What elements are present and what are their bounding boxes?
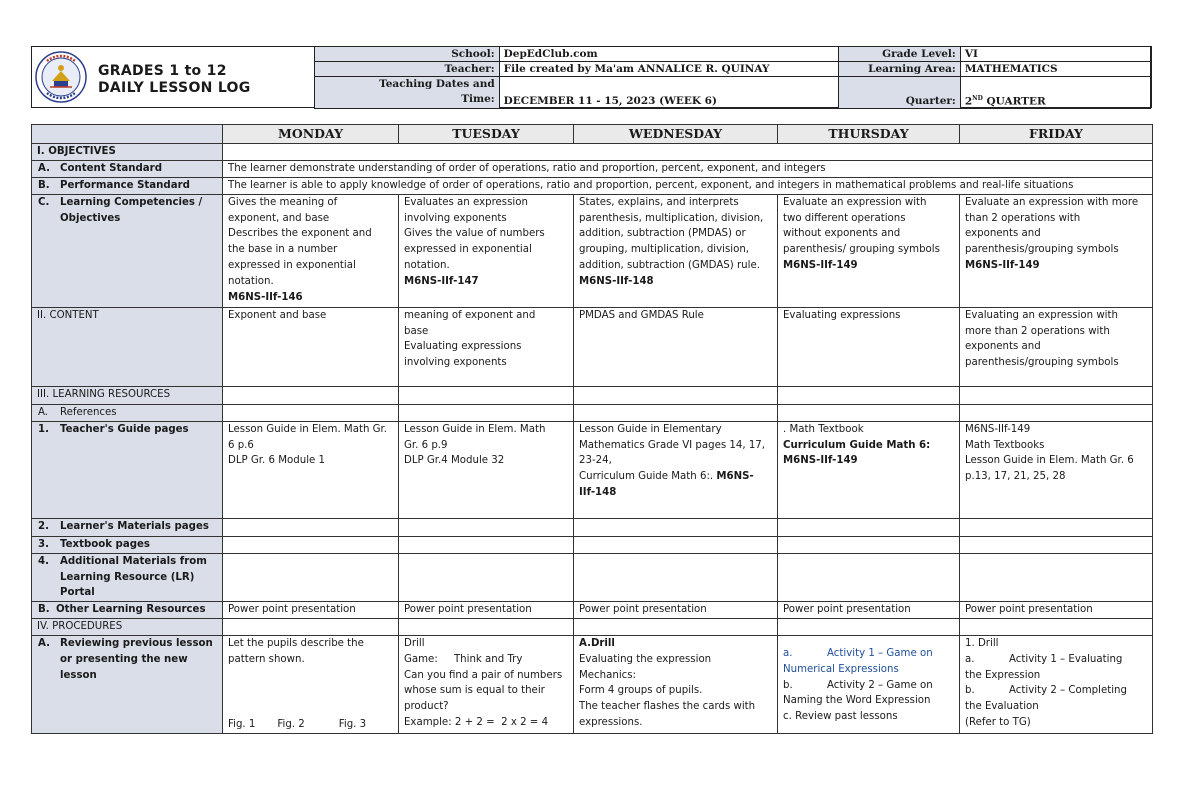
list-marker: b. [783, 679, 793, 691]
cell-line: exponents and [965, 341, 1041, 353]
content-heading: II. CONTENT [32, 307, 223, 386]
content-tuesday [399, 307, 574, 386]
cell-line: pattern shown. [228, 653, 305, 665]
resources-heading: III. LEARNING RESOURCES [32, 386, 223, 404]
competency-code: M6NS-IIf-149 [965, 259, 1040, 271]
cell-line: Math Textbooks [965, 439, 1045, 451]
day-header-row [32, 125, 1153, 144]
additional-materials-num: 4. [38, 555, 49, 567]
procedures-heading: IV. PROCEDURES [32, 618, 223, 635]
blank-cell [223, 518, 399, 536]
other-resources-text: Other Learning Resources [56, 604, 206, 616]
competencies-thursday [778, 194, 960, 307]
competency-code: M6NS-IIf-149 [783, 455, 858, 467]
day-tuesday: TUESDAY [399, 125, 574, 144]
cell-line: product? [404, 701, 449, 713]
page-title [98, 63, 251, 97]
friday-activity-b [965, 683, 1148, 699]
blank-cell [960, 536, 1153, 553]
cell-line: Activity 1 – Evaluating [1009, 653, 1123, 665]
cell-line: addition, subtraction (GMDAS) rule. [579, 259, 760, 271]
thursday-activity-b [783, 678, 955, 694]
blank-cell [778, 553, 960, 601]
cell-line: Activity 2 – Completing [1009, 685, 1127, 697]
grade-label: Grade Level: [839, 47, 960, 62]
competency-code: M6NS-IIf-147 [404, 275, 479, 287]
cell-line: notation. [228, 275, 274, 287]
blank-cell [223, 404, 399, 421]
figure-label: Fig. 1 [228, 718, 256, 730]
figure-labels [228, 717, 388, 733]
list-marker: a. [965, 653, 975, 665]
cell-line: Evaluating an expression with [965, 309, 1118, 321]
cell-line: whose sum is equal to their [404, 685, 545, 697]
additional-materials-2: Learning Resource (LR) [60, 571, 195, 583]
tg-monday [223, 421, 399, 518]
teachers-guide-num: 1. [38, 423, 49, 435]
cell-line: involving exponents [404, 212, 507, 224]
figure-label: Fig. 2 [277, 718, 305, 730]
cell-line: Gives the meaning of [228, 196, 338, 208]
blank-cell [223, 386, 399, 404]
cell-line: notation. [404, 259, 450, 271]
other-resources-wednesday: Power point presentation [574, 602, 778, 619]
blank-cell [223, 618, 399, 635]
cell-line: without exponents and [783, 228, 901, 240]
thursday-activity-a [783, 646, 955, 662]
cell-line: c. Review past lessons [783, 711, 898, 723]
competencies-row [32, 194, 1153, 307]
cell-line: more than 2 operations with [965, 325, 1110, 337]
cell-line: the Evaluation [965, 701, 1039, 713]
cell-line: Evaluating expressions [783, 309, 901, 321]
blank-cell [960, 618, 1153, 635]
cell-line: Gives the value of numbers [404, 228, 545, 240]
cell-line: parenthesis/grouping symbols [965, 357, 1119, 369]
blank-cell [399, 536, 574, 553]
cell-line: Evaluate an expression with more [965, 196, 1139, 208]
cell-line: Evaluate an expression with [783, 196, 927, 208]
content-wednesday [574, 307, 778, 386]
blank-cell [778, 518, 960, 536]
competency-code: M6NS- [716, 471, 754, 483]
cell-line: the base in a number [228, 244, 338, 256]
review-tuesday [399, 635, 574, 733]
cell-line: meaning of exponent and [404, 309, 536, 321]
cell-line: two different operations [783, 212, 906, 224]
cell-line: Exponent and base [228, 309, 327, 321]
blank-cell [223, 536, 399, 553]
cell-line: 6 p.6 [228, 439, 254, 451]
cell-line: Game: Think and Try [404, 653, 523, 665]
blank-cell [574, 386, 778, 404]
lesson-log-header [31, 46, 1152, 108]
textbook-num: 3. [38, 538, 49, 550]
cell-line: Naming the Word Expression [783, 695, 931, 707]
content-thursday [778, 307, 960, 386]
dates-label-line-2: Time: [461, 93, 495, 105]
blank-cell [778, 404, 960, 421]
cell-line: grouping, multiplication, division, [579, 244, 750, 256]
blank-cell [960, 386, 1153, 404]
teacher-value: File created by Ma'am ANNALICE R. QUINAY [499, 62, 839, 77]
cell-line: parenthesis/ grouping symbols [783, 244, 940, 256]
content-standard-text: The learner demonstrate understanding of order of operations, ratio and proportion, percent, exponent, and integers [223, 161, 1153, 178]
other-resources-row [32, 602, 1153, 619]
learners-materials-text: Learner's Materials pages [60, 520, 209, 532]
textbook-text: Textbook pages [60, 538, 150, 550]
cell-line: DLP Gr. 6 Module 1 [228, 455, 326, 467]
blank-cell [399, 618, 574, 635]
cell-line [579, 469, 773, 485]
cell-line: exponent, and base [228, 212, 330, 224]
content-standard-num: A. [38, 163, 50, 174]
competencies-label [32, 194, 223, 307]
blank-cell [960, 553, 1153, 601]
quarter-label: Quarter: [839, 77, 960, 109]
school-value: DepEdClub.com [499, 47, 839, 62]
cell-line: Evaluating the expression [579, 653, 712, 665]
cell-line: exponents and [965, 228, 1041, 240]
quarter-value [960, 77, 1150, 109]
blank-cell [399, 518, 574, 536]
blank-cell [574, 518, 778, 536]
cell-line: expressed in exponential [228, 259, 356, 271]
cell-line: Numerical Expressions [783, 663, 899, 675]
review-label-2: or presenting the new lesson [60, 653, 188, 681]
competency-code: M6NS-IIf-149 [783, 259, 858, 271]
cell-line: Activity 2 – Game on [827, 679, 933, 691]
other-resources-label [32, 602, 223, 619]
cell-line: Evaluating expressions [404, 341, 522, 353]
learners-materials-row [32, 518, 1153, 536]
content-standard-text-label: Content Standard [60, 163, 162, 174]
competencies-label-2: Objectives [60, 212, 121, 224]
review-friday [960, 635, 1153, 733]
cell-line: Mechanics: [579, 669, 636, 681]
blank-cell [778, 386, 960, 404]
blank-cell [574, 618, 778, 635]
procedures-row [32, 618, 1153, 635]
cell-line: 23-24, [579, 455, 612, 467]
textbook-label [32, 536, 223, 553]
resources-row [32, 386, 1153, 404]
blank-cell [960, 404, 1153, 421]
textbook-row [32, 536, 1153, 553]
performance-standard-num: B. [38, 179, 50, 191]
cell-line: base [404, 325, 429, 337]
cell-line: Describes the exponent and [228, 228, 372, 240]
performance-standard-label [32, 177, 223, 194]
competency-code: M6NS-IIf-146 [228, 291, 303, 303]
tg-tuesday [399, 421, 574, 518]
blank-cell [399, 404, 574, 421]
cell-line: States, explains, and interprets [579, 196, 739, 208]
teachers-guide-label [32, 421, 223, 518]
quarter-number: 2 [964, 95, 973, 107]
list-marker: a. [783, 647, 793, 659]
blank-cell [574, 553, 778, 601]
review-label [32, 635, 223, 733]
other-resources-friday: Power point presentation [960, 602, 1153, 619]
references-label [32, 404, 223, 421]
other-resources-thursday: Power point presentation [778, 602, 960, 619]
competencies-monday [223, 194, 399, 307]
cell-heading: 1. Drill [965, 637, 999, 649]
competency-code: M6NS-IIf-148 [579, 275, 654, 287]
blank-cell [399, 386, 574, 404]
deped-seal-logo [35, 51, 87, 103]
title-line-1: GRADES 1 to 12 [98, 63, 227, 79]
cell-line: . Math Textbook [783, 423, 864, 435]
blank-cell [399, 553, 574, 601]
teacher-label: Teacher: [315, 62, 500, 77]
cell-line: involving exponents [404, 357, 507, 369]
day-wednesday: WEDNESDAY [574, 125, 778, 144]
friday-activity-a [965, 652, 1148, 668]
cell-heading: A.Drill [579, 637, 615, 649]
title-line-2: DAILY LESSON LOG [98, 80, 251, 96]
additional-materials-row [32, 553, 1153, 601]
cell-line: Lesson Guide in Elem. Math Gr. [228, 423, 388, 435]
cell-line: Lesson Guide in Elem. Math Gr. 6 [965, 455, 1134, 467]
performance-standard-text-label: Performance Standard [60, 179, 190, 191]
header-info-table [314, 46, 1151, 109]
teachers-guide-text: Teacher's Guide pages [60, 423, 189, 435]
teachers-guide-row [32, 421, 1153, 518]
review-monday [223, 635, 399, 733]
curriculum-guide-text: Curriculum Guide Math 6: [783, 439, 931, 451]
day-friday: FRIDAY [960, 125, 1153, 144]
review-label-1: Reviewing previous lesson [60, 637, 213, 649]
review-thursday [778, 635, 960, 733]
learners-materials-num: 2. [38, 520, 49, 532]
other-resources-monday: Power point presentation [223, 602, 399, 619]
cell-line: expressed in exponential [404, 244, 532, 256]
cell-line: than 2 operations with [965, 212, 1081, 224]
cell-line: Let the pupils describe the [228, 637, 364, 649]
day-header-corner [32, 125, 223, 144]
references-text: References [60, 406, 117, 418]
day-monday: MONDAY [223, 125, 399, 144]
area-value: MATHEMATICS [960, 62, 1150, 77]
competency-code: IIf-148 [579, 486, 617, 498]
cell-line: p.13, 17, 21, 25, 28 [965, 471, 1066, 483]
cell-line: (Refer to TG) [965, 716, 1031, 728]
references-num: A. [38, 406, 49, 418]
quarter-suffix: ND [972, 94, 983, 102]
content-row [32, 307, 1153, 386]
tg-wednesday [574, 421, 778, 518]
content-friday [960, 307, 1153, 386]
additional-materials-3: Portal [60, 587, 95, 599]
cell-line: Mathematics Grade VI pages 14, 17, [579, 439, 766, 451]
blank-cell [574, 404, 778, 421]
objectives-heading: I. OBJECTIVES [32, 144, 223, 161]
review-wednesday [574, 635, 778, 733]
day-thursday: THURSDAY [778, 125, 960, 144]
cell-line: Drill [404, 637, 425, 649]
content-standard-label [32, 161, 223, 178]
other-resources-num: B. [38, 604, 50, 616]
dates-label [315, 77, 500, 109]
quarter-word: QUARTER [982, 95, 1046, 107]
cell-line: Example: 2 + 2 = 2 x 2 = 4 [404, 716, 549, 728]
blank-cell [778, 618, 960, 635]
cell-line: parenthesis, multiplication, division, [579, 212, 764, 224]
additional-materials-label [32, 553, 223, 601]
dates-value: DECEMBER 11 - 15, 2023 (WEEK 6) [499, 77, 839, 109]
cell-line: the Expression [965, 669, 1041, 681]
content-standard-row [32, 161, 1153, 178]
competencies-friday [960, 194, 1153, 307]
tg-friday [960, 421, 1153, 518]
performance-standard-text: The learner is able to apply knowledge of order of operations, ratio and proportion, percent, exponent, and integers in mathematical problems and real-life situations [223, 177, 1153, 194]
daily-lesson-table [31, 124, 1153, 734]
blank-cell [778, 536, 960, 553]
figure-label: Fig. 3 [338, 718, 367, 730]
references-row [32, 404, 1153, 421]
cell-line: Lesson Guide in Elementary [579, 423, 722, 435]
additional-materials-1: Additional Materials from [60, 555, 207, 567]
curriculum-guide-text: Curriculum Guide Math 6:. [579, 471, 717, 483]
other-resources-tuesday: Power point presentation [399, 602, 574, 619]
review-num: A. [38, 637, 50, 649]
cell-line: Gr. 6 p.9 [404, 439, 448, 451]
cell-line: Evaluates an expression [404, 196, 528, 208]
competencies-tuesday [399, 194, 574, 307]
cell-line: The teacher flashes the cards with [579, 701, 756, 713]
objectives-section-row [32, 144, 1153, 161]
content-monday [223, 307, 399, 386]
cell-line: PMDAS and GMDAS Rule [579, 309, 704, 321]
objectives-blank [223, 144, 1153, 161]
cell-line: expressions. [579, 716, 643, 728]
cell-line: addition, subtraction (PMDAS) or [579, 228, 746, 240]
review-row [32, 635, 1153, 733]
grade-value: VI [960, 47, 1150, 62]
cell-line: Can you find a pair of numbers [404, 669, 563, 681]
blank-cell [223, 553, 399, 601]
tg-thursday [778, 421, 960, 518]
blank-cell [960, 518, 1153, 536]
cell-line: Activity 1 – Game on [827, 647, 933, 659]
competencies-num: C. [38, 196, 50, 208]
performance-standard-row [32, 177, 1153, 194]
list-marker: b. [965, 685, 975, 697]
competencies-label-1: Learning Competencies / [60, 196, 203, 208]
area-label: Learning Area: [839, 62, 960, 77]
competencies-wednesday [574, 194, 778, 307]
cell-line: M6NS-IIf-149 [965, 423, 1031, 435]
school-label: School: [315, 47, 500, 62]
cell-line: DLP Gr.4 Module 32 [404, 455, 505, 467]
cell-line: Form 4 groups of pupils. [579, 685, 703, 697]
learners-materials-label [32, 518, 223, 536]
cell-line: parenthesis/grouping symbols [965, 244, 1119, 256]
cell-line: Lesson Guide in Elem. Math [404, 423, 546, 435]
blank-cell [574, 536, 778, 553]
dates-label-line-1: Teaching Dates and [379, 78, 495, 90]
